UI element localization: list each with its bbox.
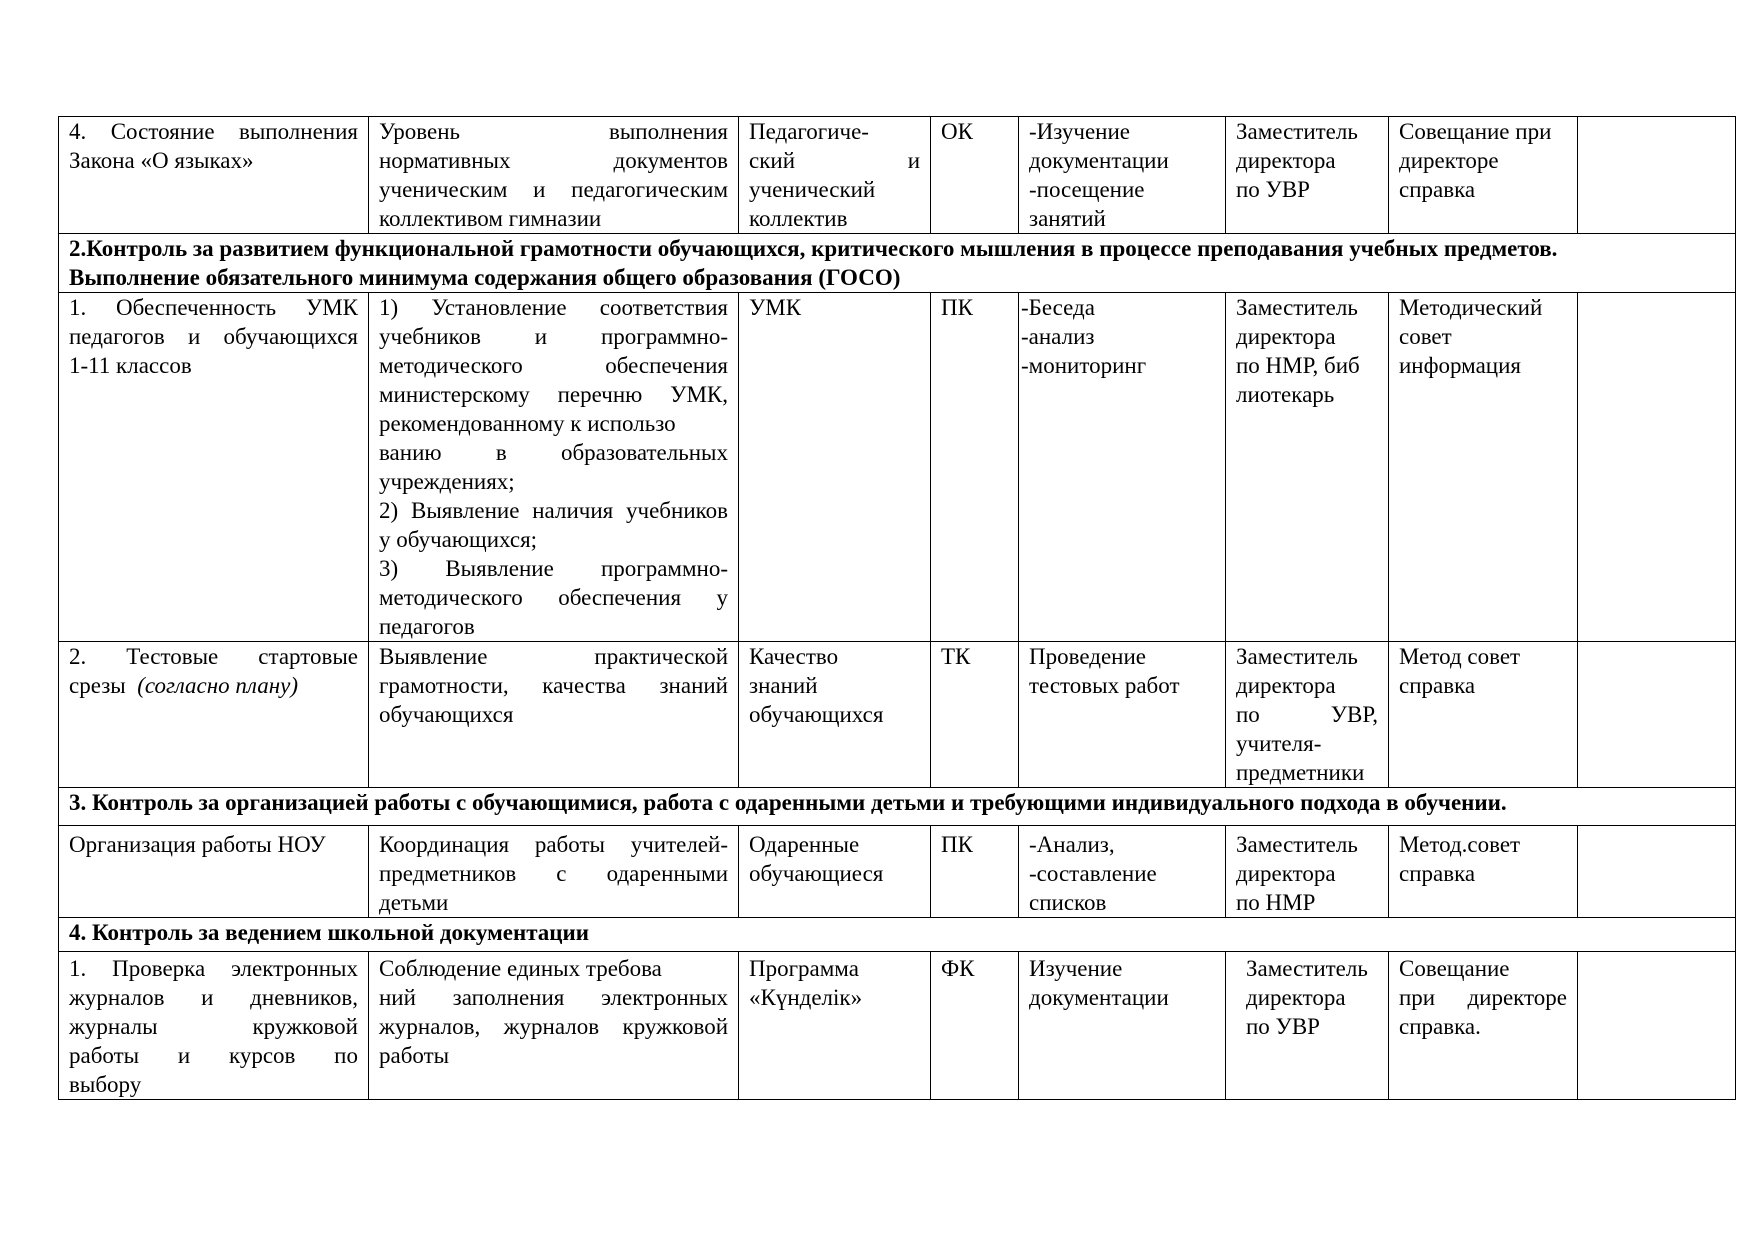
task-cell: 1. Проверка электронных журналов и дневников, журналы кружковой работы и курсов по выбору [59, 952, 369, 1100]
responsible-cell: Заместитель директора по УВР, учителя- предметники [1226, 642, 1389, 788]
result-cell: Методический совет информация [1389, 293, 1578, 642]
object-cell: Одаренные обучающиеся [739, 826, 931, 918]
section-heading: 4. Контроль за ведением школьной документации [59, 918, 1736, 952]
empty-cell [1578, 952, 1736, 1100]
control-kind-cell: ОК [931, 117, 1019, 234]
object-cell: Качество знаний обучающихся [739, 642, 931, 788]
task-cell: 4. Состояние выполнения Закона «О языках» [59, 117, 369, 234]
methods-cell: -Изучение документации -посещение занятий [1019, 117, 1226, 234]
empty-cell [1578, 642, 1736, 788]
table-row [59, 293, 1736, 642]
methods-cell: -Беседа -анализ -мониторинг [1019, 293, 1226, 642]
task-cell: 1. Обеспеченность УМК педагогов и обучающихся 1-11 классов [59, 293, 369, 642]
object-cell: УМК [739, 293, 931, 642]
section-row [59, 788, 1736, 826]
document-page [58, 116, 1735, 1100]
empty-cell [1578, 293, 1736, 642]
methods-cell: Проведение тестовых работ [1019, 642, 1226, 788]
control-plan-table [58, 116, 1736, 1100]
result-cell: Совещание при директоре справка. [1389, 952, 1578, 1100]
responsible-cell: Заместитель директора по УВР [1226, 952, 1389, 1100]
table-row [59, 642, 1736, 788]
content-cell: Уровень выполнения нормативных документов ученическим и педагогическим коллективом гимназии [369, 117, 739, 234]
result-cell: Метод совет справка [1389, 642, 1578, 788]
table-row [59, 952, 1736, 1100]
responsible-cell: Заместитель директора по НМР [1226, 826, 1389, 918]
responsible-cell: Заместитель директора по УВР [1226, 117, 1389, 234]
responsible-cell: Заместитель директора по НМР, биб лиотекарь [1226, 293, 1389, 642]
content-cell: Координация работы учителей- предметников с одаренными детьми [369, 826, 739, 918]
section-row [59, 918, 1736, 952]
table-row [59, 826, 1736, 918]
section-row [59, 234, 1736, 293]
task-cell: 2. Тестовые стартовые срезы (согласно плану) [59, 642, 369, 788]
content-cell: Соблюдение единых требова ний заполнения электронных журналов, журналов кружковой работы [369, 952, 739, 1100]
content-cell: 1) Установление соответствия учебников и программно- методического обеспечения министерскому перечню УМК, рекомендованному к использо ванию в образовательных учреждениях; 2) Выявление наличия учебников у обучающихся; 3) Выявление программно- методического обеспечения у педагогов [369, 293, 739, 642]
object-cell: Педагогиче- ский и ученический коллектив [739, 117, 931, 234]
table-row [59, 117, 1736, 234]
control-kind-cell: ФК [931, 952, 1019, 1100]
control-kind-cell: ТК [931, 642, 1019, 788]
section-heading: 2.Контроль за развитием функциональной грамотности обучающихся, критического мышления в процессе преподавания учебных предметов. Выполнение обязательного минимума содержания общего образования (ГОСО) [59, 234, 1736, 293]
content-cell: Выявление практической грамотности, качества знаний обучающихся [369, 642, 739, 788]
control-kind-cell: ПК [931, 293, 1019, 642]
methods-cell: -Анализ, -составление списков [1019, 826, 1226, 918]
control-kind-cell: ПК [931, 826, 1019, 918]
result-cell: Метод.совет справка [1389, 826, 1578, 918]
empty-cell [1578, 826, 1736, 918]
empty-cell [1578, 117, 1736, 234]
result-cell: Совещание при директоре справка [1389, 117, 1578, 234]
task-cell: Организация работы НОУ [59, 826, 369, 918]
methods-cell: Изучение документации [1019, 952, 1226, 1100]
section-heading: 3. Контроль за организацией работы с обучающимися, работа с одаренными детьми и требующими индивидуального подхода в обучении. [59, 788, 1736, 826]
object-cell: Программа «Күнделік» [739, 952, 931, 1100]
